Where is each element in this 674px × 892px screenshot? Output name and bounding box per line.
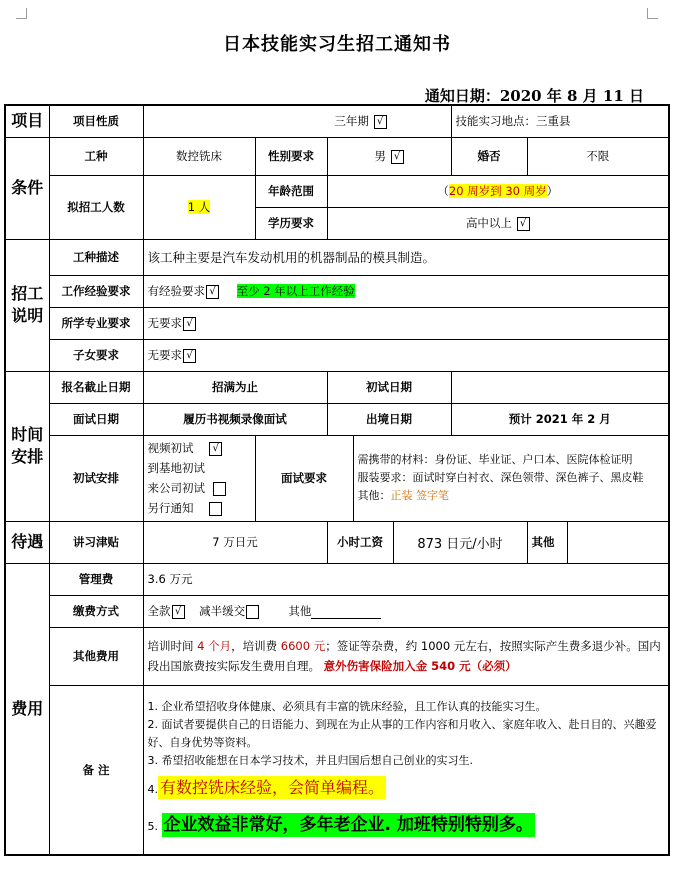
departure-date-value: 预计 2021 年 2 月: [451, 403, 669, 435]
major-cell: [143, 307, 669, 339]
page-title: 日本技能实习生招工通知书: [223, 34, 451, 55]
note-5-highlight: 企业效益非常好，多年老企业. 加班特别特别多。: [163, 814, 533, 835]
fees-row-mgmt: [5, 563, 669, 595]
major-checkbox[interactable]: √: [183, 317, 196, 331]
hourly-wage-value: 873 日元/小时: [393, 521, 527, 563]
project-nature-checkbox[interactable]: √: [374, 115, 387, 129]
section-conditions: 条件: [5, 137, 49, 239]
major-value: 无要求: [147, 316, 182, 330]
payment-method-label: 缴费方式: [49, 595, 143, 627]
pay-other: 其他: [288, 604, 312, 618]
experience-checkbox[interactable]: √: [206, 285, 219, 299]
age-open: （: [437, 184, 449, 198]
page-corner-mark-left: [16, 8, 27, 19]
page-corner-mark-right: [647, 8, 658, 19]
other-requirements: 其他：正装 签字笔: [357, 489, 449, 502]
other-fees-label: 其他费用: [49, 627, 143, 685]
project-location: 技能实习地点：三重县: [451, 105, 669, 137]
note-4-highlight: 有数控铣床经验，会简单编程。: [160, 777, 385, 797]
first-test-options: [143, 435, 255, 521]
job-description-label: 工种描述: [49, 239, 143, 275]
marriage-value: 不限: [527, 137, 669, 175]
schedule-row-1: [5, 371, 669, 403]
experience-label: 工作经验要求: [49, 275, 143, 307]
notes-label: 备 注: [49, 685, 143, 855]
fees-row-notes: [5, 685, 669, 855]
count-value: 1 人: [187, 200, 211, 214]
age-value: 20 周岁到 30 周岁: [448, 184, 547, 198]
training-fee: 6600 元: [280, 639, 326, 653]
first-test-arrangement-label: 初试安排: [49, 435, 143, 521]
section-recruit: 招工说明: [5, 239, 49, 371]
allowance-value: 7 万日元: [143, 521, 327, 563]
pay-half: 减半缓交: [199, 604, 246, 618]
schedule-row-3: [5, 435, 669, 521]
other-requirements-value: 正装 签字笔: [390, 489, 449, 502]
option-video: 视频初试 √: [148, 438, 251, 458]
recruitment-form-table: [4, 104, 670, 856]
first-test-date-value: [451, 371, 669, 403]
option-notify-checkbox[interactable]: [209, 502, 222, 516]
allowance-label: 讲习津贴: [49, 521, 143, 563]
note-5: 5. 企业效益非常好，多年老企业. 加班特别特别多。: [147, 814, 533, 835]
option-company-checkbox[interactable]: [213, 482, 226, 496]
recruit-row-major: [5, 307, 669, 339]
option-notify: 另行通知: [148, 498, 251, 518]
pay-other-blank[interactable]: [311, 606, 381, 619]
payment-method-options: [143, 595, 669, 627]
schedule-row-2: [5, 403, 669, 435]
deadline-value: 招满为止: [143, 371, 327, 403]
education-cell: [327, 207, 669, 239]
deadline-label: 报名截止日期: [49, 371, 143, 403]
management-fee-label: 管理费: [49, 563, 143, 595]
count-label: 拟招工人数: [49, 175, 143, 239]
section-project: 项目: [5, 105, 49, 137]
required-materials: 需携带的材料：身份证、毕业证、户口本、医院体检证明: [357, 453, 633, 466]
note-4: 4. 有数控铣床经验，会简单编程。: [147, 777, 385, 797]
conditions-row-2: [5, 175, 669, 207]
experience-note: 至少 2 年以上工作经验: [236, 284, 355, 298]
hourly-wage-label: 小时工资: [327, 521, 393, 563]
first-test-date-label: 初试日期: [327, 371, 451, 403]
treatment-other-label: 其他: [527, 521, 567, 563]
management-fee-value: 3.6 万元: [143, 563, 669, 595]
interview-date-value: 履历书视频录像面试: [143, 403, 327, 435]
job-description-value: 该工种主要是汽车发动机用的机器制品的模具制造。: [143, 239, 669, 275]
job-value: 数控铣床: [143, 137, 255, 175]
training-months: 4 个月: [197, 639, 232, 653]
notice-date-label: 通知日期：: [424, 87, 500, 105]
gender-label: 性别要求: [255, 137, 327, 175]
option-base: 到基地初试: [147, 461, 205, 475]
section-fees: 费用: [5, 563, 49, 855]
interview-requirements: [353, 435, 669, 521]
notice-date: [425, 85, 644, 106]
notes-content: [143, 685, 669, 855]
gender-value: 男: [374, 149, 386, 163]
experience-value: 有经验要求: [147, 284, 205, 298]
note-2: 2. 面试者要提供自己的日语能力、到现在为止从事的工作内容和月收入、家庭年收入、赴日目的、兴趣爱好、自身优势等资料。: [147, 717, 657, 749]
other-fees-text: 培训时间 4 个月，培训费 6600 元；签证等杂费，约 1000 元左右，按照实际产生费多退少补。国内段出国旅费按实际发生费用自理。 意外伤害保险加入金 540 元（必须）: [143, 627, 669, 685]
recruit-row-desc: [5, 239, 669, 275]
project-nature-value: 三年期: [334, 114, 369, 129]
pay-full: 全款: [147, 604, 171, 618]
note-1: 1. 企业希望招收身体健康、必须具有丰富的铣床经验，且工作认真的技能实习生。: [147, 699, 547, 713]
count-cell: [143, 175, 255, 239]
treatment-other-value: [567, 521, 669, 563]
fees-row-other: [5, 627, 669, 685]
project-nature-cell: [143, 105, 451, 137]
dress-code: 服装要求：面试时穿白衬衣、深色领带、深色裤子、黑皮鞋: [357, 471, 644, 484]
age-close: ）: [546, 184, 559, 198]
section-treatment: 待遇: [5, 521, 49, 563]
age-label: 年龄范围: [255, 175, 327, 207]
section-schedule: 时间安排: [5, 371, 49, 521]
pay-half-checkbox[interactable]: [246, 605, 259, 619]
departure-date-label: 出境日期: [327, 403, 451, 435]
experience-cell: [143, 275, 669, 307]
option-video-checkbox[interactable]: √: [209, 442, 222, 456]
treatment-row: [5, 521, 669, 563]
education-label: 学历要求: [255, 207, 327, 239]
children-label: 子女要求: [49, 339, 143, 371]
age-cell: [327, 175, 669, 207]
fees-row-pay: [5, 595, 669, 627]
recruit-row-exp: [5, 275, 669, 307]
children-checkbox[interactable]: √: [183, 349, 196, 363]
conditions-row-1: [5, 137, 669, 175]
education-value: 高中以上: [465, 216, 512, 230]
interview-requirements-label: 面试要求: [255, 435, 353, 521]
job-label: 工种: [49, 137, 143, 175]
option-company: 来公司初试: [148, 478, 251, 498]
insurance-fee: 意外伤害保险加入金 540 元（必须）: [323, 659, 517, 673]
interview-date-label: 面试日期: [49, 403, 143, 435]
project-row: [5, 105, 669, 137]
notice-date-value: 2020 年 8 月 11 日: [499, 87, 644, 105]
gender-checkbox[interactable]: √: [391, 150, 404, 164]
note-3: 3. 希望招收能想在日本学习技术，并且归国后想自己创业的实习生.: [147, 753, 473, 767]
children-value: 无要求: [147, 348, 182, 362]
children-cell: [143, 339, 669, 371]
pay-full-checkbox[interactable]: √: [172, 605, 185, 619]
project-nature-label: 项目性质: [49, 105, 143, 137]
education-checkbox[interactable]: √: [517, 217, 530, 231]
gender-cell: [327, 137, 451, 175]
marriage-label: 婚否: [451, 137, 527, 175]
recruit-row-kids: [5, 339, 669, 371]
major-label: 所学专业要求: [49, 307, 143, 339]
